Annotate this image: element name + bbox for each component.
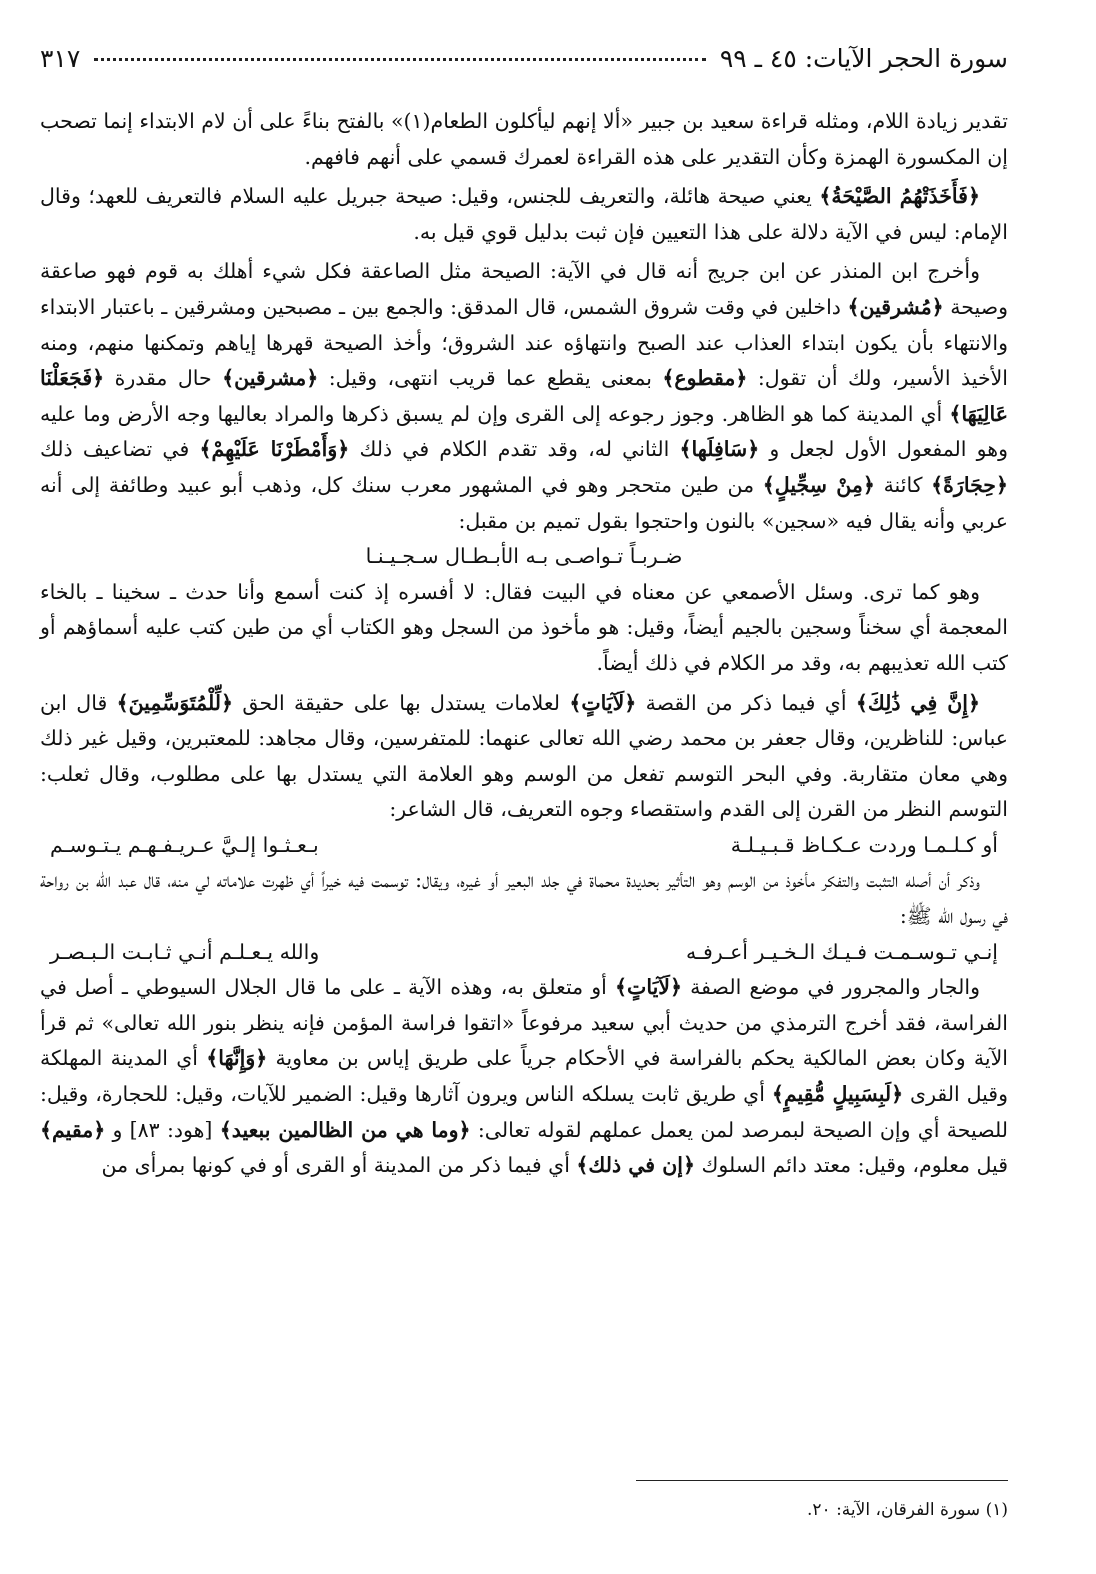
footnote: (١) سورة الفرقان، الآية: ٢٠. <box>807 1500 1008 1520</box>
poetry-verse: ضـربـاً تـواصـى بـه الأبـطـال سـجـيـنـا <box>365 544 683 569</box>
main-text <box>40 104 1008 1184</box>
quran-quote: ﴿وما هي من الظالمين ببعيد﴾ <box>219 1117 471 1142</box>
running-head <box>40 44 1008 84</box>
poetry-verse <box>40 935 1008 971</box>
quran-quote: ﴿لِّلْمُتَوَسِّمِينَ﴾ <box>116 690 234 715</box>
paragraph: ﴿إِنَّ فِي ذَٰلِكَ﴾ أي فيما ذكر من القصة ﴿لَآيَاتٍ﴾ لعلامات يستدل بها على حقيقة الحق ﴿لِّلْمُتَوَسِّمِينَ﴾ قال ابن عباس: للناظرين، وقال جعفر بن محمد رضي الله تعالى عنهما: للمتفرسين، وقال مجاهد: للمعتبرين، وقيل غير ذلك وهي معان متقاربة. وفي البحر التوسم تفعل من الوسم وهو العلامة التي يستدل بها على مطلوب، وقال ثعلب: التوسم النظر من القرن إلى القدم واستقصاء وجوه التعريف، قال الشاعر: <box>40 690 1008 822</box>
quran-quote: ﴿وَأَمْطَرْنَا عَلَيْهِمْ﴾ <box>199 437 350 462</box>
verse-second-hemistich: بـعـثـوا إلـيَّ عـريـفـهـم يـتـوسـم <box>50 832 319 857</box>
verse-second-hemistich: والله يـعـلـم أنـي ثـابـت الـبـصـر <box>50 939 320 964</box>
quran-quote: ﴿مقيم﴾ <box>40 1117 106 1142</box>
paragraph: والجار والمجرور في موضع الصفة ﴿لَآيَاتٍ﴾ أو متعلق به، وهذه الآية ـ على ما قال الجلال السيوطي ـ أصل في الفراسة، فقد أخرج الترمذي من حديث أبي سعيد مرفوعاً «اتقوا فراسة المؤمن فإنه ينظر بنور الله تعالى» ثم قرأ الآية وكان بعض المالكية يحكم بالفراسة في الأحكام جرياً على طريق إياس بن معاوية ﴿وَإِنَّهَا﴾ أي المدينة المهلكة وقيل القرى ﴿لَبِسَبِيلٍ مُّقِيمٍ﴾ أي طريق ثابت يسلكه الناس ويرون آثارها وقيل: الضمير للآيات، وقيل: للحجارة، وقيل: للصيحة أي وإن الصيحة لبمرصد لمن يعمل عملهم لقوله تعالى: ﴿وما هي من الظالمين ببعيد﴾ [هود: ٨٣] و ﴿مقيم﴾ قيل معلوم، وقيل: معتد دائم السلوك ﴿إن في ذلك﴾ أي فيما ذكر من المدينة أو القرى أو في كونها بمرأى من <box>40 975 1009 1178</box>
quran-quote: ﴿وَإِنَّهَا﴾ <box>206 1046 268 1071</box>
quran-quote: ﴿سَافِلَها﴾ <box>679 437 760 462</box>
quran-quote: ﴿لَآيَاتٍ﴾ <box>569 690 637 715</box>
page-number: ٣١٧ <box>40 44 81 73</box>
quran-quote: ﴿مقطوع﴾ <box>662 366 748 391</box>
paragraph: تقدير زيادة اللام، ومثله قراءة سعيد بن جبير «ألا إنهم ليأكلون الطعام(١)» بالفتح بناءً على أن لام الابتداء إنما تصحب إن المكسورة الهمزة وكأن التقدير على هذه القراءة لعمرك قسمي على أنهم فافهم. <box>40 109 1008 169</box>
leader-dots <box>94 57 706 61</box>
quran-quote: ﴿حِجَارَةً﴾ <box>931 472 1008 497</box>
chapter-title: سورة الحجر الآيات: ٤٥ ـ ٩٩ <box>719 44 1008 73</box>
verse-first-hemistich: إنـي تـوسـمـت فـيـك الـخـيـر أعـرفـه <box>685 939 998 964</box>
quran-quote: ﴿مِنْ سِجِّيلٍ﴾ <box>762 472 875 497</box>
paragraph: وهو كما ترى. وسئل الأصمعي عن معناه في البيت فقال: لا أفسره إذ كنت أسمع وأنا حدث ـ سخينا ـ بالخاء المعجمة أي سخناً وسجين بالجيم أيضاً، وقيل: هو مأخوذ من السجل وهو الكتاب أي من طين كتب عليه أسماؤهم أو كتب الله تعذيبهم به، وقد مر الكلام في ذلك أيضاً. <box>40 579 1008 675</box>
verse-first-hemistich: أو كـلـمـا وردت عـكـاظ قـبـيـلـة <box>730 832 998 857</box>
quran-quote: ﴿فَجَعَلْنَا عَالِيَهَا﴾ <box>40 366 1008 426</box>
paragraph: وذكر أن أصله التثبت والتفكر مأخوذ من الوسم وهو التأثير بحديدة محماة في جلد البعير أو غيره، ويقال: توسمت فيه خيراً أي ظهرت علاماته لي منه، قال عبد الله بن رواحة في رسول الله ﷺ: <box>40 868 1008 929</box>
footnote-separator <box>636 1480 1008 1481</box>
quran-quote: ﴿مُشرقين﴾ <box>847 294 944 319</box>
quran-quote: ﴿لَبِسَبِيلٍ مُّقِيمٍ﴾ <box>771 1082 904 1107</box>
poetry-verse <box>40 828 1008 864</box>
quran-quote: ﴿فَأَخَذَتْهُمُ الصَّيْحَةُ﴾ <box>819 184 980 209</box>
paragraph: ﴿فَأَخَذَتْهُمُ الصَّيْحَةُ﴾ يعني صيحة هائلة، والتعريف للجنس، وقيل: صيحة جبريل عليه السلام فالتعريف للعهد؛ وقال الإمام: ليس في الآية دلالة على هذا التعيين فإن ثبت بدليل قوي قيل به. <box>40 184 1008 244</box>
quran-quote: ﴿إِنَّ فِي ذَٰلِكَ﴾ <box>855 690 980 715</box>
quran-quote: ﴿إن في ذلك﴾ <box>576 1153 696 1178</box>
quran-quote: ﴿لَآيَاتٍ﴾ <box>615 975 683 1000</box>
quran-quote: ﴿مشرقين﴾ <box>222 366 319 391</box>
paragraph: وأخرج ابن المنذر عن ابن جريج أنه قال في الآية: الصيحة مثل الصاعقة فكل شيء أهلك به قوم فهو صاعقة وصيحة ﴿مُشرقين﴾ داخلين في وقت شروق الشمس، قال المدقق: والجمع بين ـ مصبحين ومشرقين ـ باعتبار الابتداء والانتهاء بأن يكون ابتداء العذاب عند الصبح وانتهاؤه عند الشروق؛ وأخذ الصيحة قهرها إياهم وتمكنها منهم، ومنه الأخيذ الأسير، ولك أن تقول: ﴿مقطوع﴾ بمعنى يقطع عما قريب انتهى، وقيل: ﴿مشرقين﴾ حال مقدرة ﴿فَجَعَلْنَا عَالِيَهَا﴾ أي المدينة كما هو الظاهر. وجوز رجوعه إلى القرى وإن لم يسبق ذكرها والمراد بعاليها وجه الأرض وما عليه وهو المفعول الأول لجعل و ﴿سَافِلَها﴾ الثاني له، وقد تقدم الكلام في ذلك ﴿وَأَمْطَرْنَا عَلَيْهِمْ﴾ في تضاعيف ذلك ﴿حِجَارَةً﴾ كائنة ﴿مِنْ سِجِّيلٍ﴾ من طين متحجر وهو في المشهور معرب سنك كل، وذهب أبو عبيد وطائفة إلى أنه عربي وأنه يقال فيه «سجين» بالنون واحتجوا بقول تميم بن مقبل: <box>40 259 1009 533</box>
